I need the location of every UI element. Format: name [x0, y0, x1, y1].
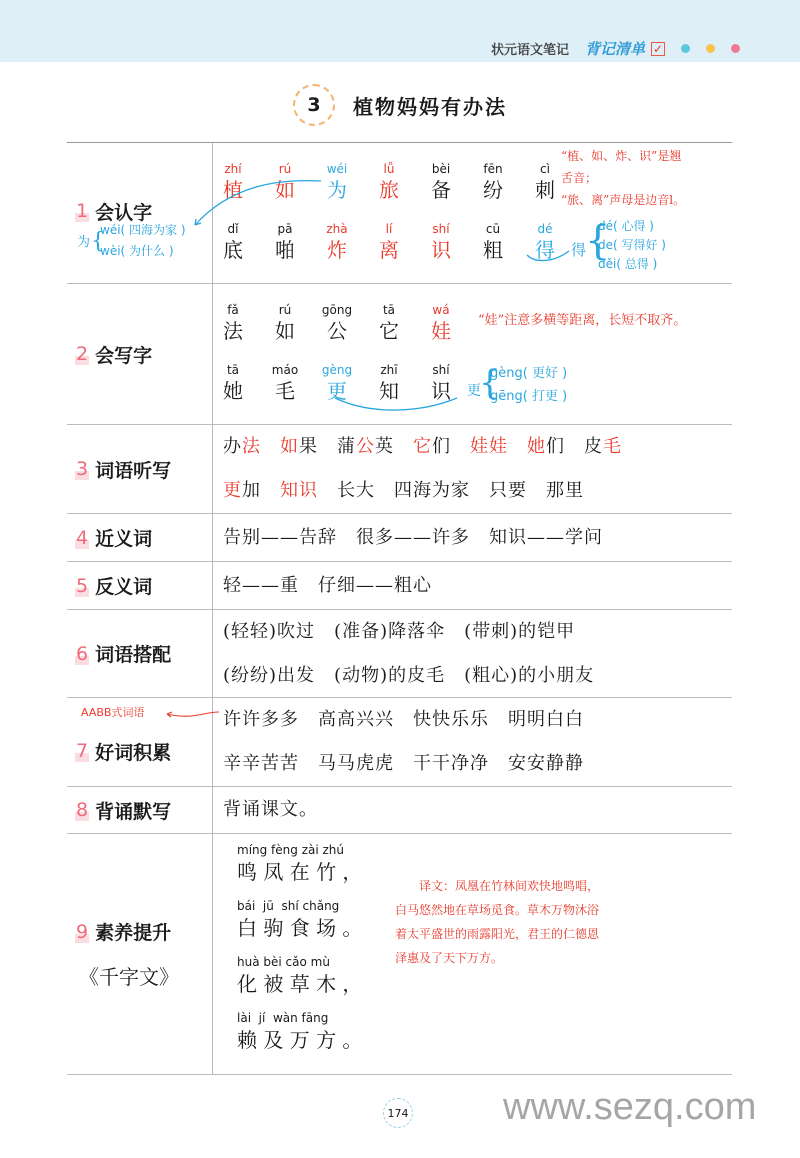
aabb-note: AABB式词语 [81, 706, 145, 719]
geng-option-2: gēng( 打更 ) [490, 389, 568, 404]
antonym-line: 轻——重 仔细——粗心 [223, 575, 432, 596]
section-recite [67, 787, 732, 834]
checkbox-icon: ✓ [652, 41, 664, 56]
hanzi: 法 [223, 319, 243, 343]
section-good-words [67, 698, 732, 787]
char-cell [415, 221, 467, 263]
de-option-1: dé( 心得 ) [598, 219, 654, 233]
poem-hanzi: 化 被 草 木 ， [237, 972, 363, 996]
pinyin: cì [540, 162, 550, 176]
poem-source: 《千字文》 [79, 965, 179, 989]
pinyin: cū [485, 222, 501, 236]
poem [237, 842, 362, 1066]
geng-char: 更 [467, 383, 481, 399]
translation-line: 白马悠然地在草场觅食。草木万物沐浴 [395, 903, 600, 917]
hanzi: 粗 [483, 238, 503, 262]
section-label-cell [67, 284, 213, 424]
wei-char: 为 [77, 235, 91, 250]
section-literacy [67, 834, 732, 1075]
word-line-1 [223, 425, 732, 469]
brace-icon: { [91, 229, 105, 254]
hanzi: 备 [431, 178, 451, 202]
wa-note: “娃”注意多横等距离，长短不取齐。 [478, 313, 687, 328]
hanzi: 离 [379, 238, 399, 262]
section-number: 6 [76, 642, 89, 665]
char-cell [363, 302, 415, 344]
section-recognize-chars [67, 143, 732, 284]
poem-line [237, 1010, 362, 1054]
dot-icon-pink [731, 44, 740, 53]
geng-option-1: gèng( 更好 ) [490, 366, 568, 381]
pinyin: bèi [431, 162, 451, 176]
word-line-1: 许许多多 高高兴兴 快快乐乐 明明白白 [223, 709, 584, 730]
wei-option-1: wéi( 四海为家 ) [100, 223, 186, 237]
char-cell [207, 362, 259, 404]
word-segment: 长大 四海为家 只要 那里 [318, 480, 584, 501]
de-char: 得 [571, 241, 587, 259]
de-option-3: děi( 总得 ) [598, 257, 658, 271]
wei-link-arrow-icon [193, 179, 333, 229]
pinyin: rú [278, 303, 292, 317]
translation-line: 译文：凤凰在竹林间欢快地鸣唱， [395, 879, 600, 893]
section-number: 7 [76, 740, 89, 762]
header-brand [491, 38, 740, 59]
section-write-chars [67, 284, 732, 425]
char-cell [363, 161, 415, 203]
word-segment [451, 436, 470, 457]
word-segment: 蒲 [337, 436, 356, 457]
section-heading [75, 797, 212, 824]
section-synonyms [67, 514, 732, 562]
section-label-cell [67, 562, 213, 609]
hanzi: 底 [223, 238, 243, 262]
section-number: 1 [76, 200, 89, 222]
section-number: 9 [76, 920, 89, 943]
translation-line: 着太平盛世的雨露阳光，君王的仁德恩 [395, 927, 600, 941]
lesson-heading [0, 84, 800, 126]
pinyin: zhí [224, 162, 242, 176]
section-label-cell [67, 143, 213, 283]
hanzi: 旅 [379, 178, 399, 202]
section-label-cell [67, 787, 213, 833]
section-label: 素养提升 [95, 922, 172, 944]
section-content [213, 284, 732, 424]
geng-link-arrow-icon [333, 394, 463, 416]
section-dictation [67, 425, 732, 514]
recite-text: 背诵课文。 [223, 799, 318, 820]
pinyin: zhī [380, 363, 398, 377]
pinyin: rú [278, 162, 292, 176]
word-segment: 更 [223, 480, 242, 501]
note-line: “旅、离”声母是边音l。 [561, 193, 686, 207]
poem-line [237, 842, 362, 886]
pinyin: shí [432, 222, 450, 236]
section-heading [75, 640, 212, 667]
page-number: 174 [383, 1098, 413, 1128]
hanzi: 公 [327, 319, 347, 343]
pinyin: máo [271, 363, 299, 377]
pinyin: pā [277, 222, 293, 236]
collocation-line-1: (轻轻)吹过 (准备)降落伞 (带刺)的铠甲 [223, 621, 576, 642]
section-content [213, 698, 732, 786]
char-cell [259, 302, 311, 344]
char-cell [311, 302, 363, 344]
word-segment: 如 [280, 436, 299, 457]
section-heading [75, 918, 171, 945]
poem-hanzi: 鸣 凤 在 竹 ， [237, 860, 363, 884]
section-number: 8 [76, 799, 89, 821]
word-segment: 法 [242, 436, 261, 457]
char-cell [415, 161, 467, 203]
section-label: 背诵默写 [95, 800, 172, 823]
word-segment: 办 [223, 436, 242, 457]
word-segment [261, 436, 280, 457]
char-row-1 [207, 302, 467, 344]
note-line: “植、如、炸、识”是翘 [561, 149, 682, 163]
hanzi: 植 [223, 178, 243, 202]
hanzi: 炸 [327, 238, 347, 262]
de-link-arrow-icon [525, 249, 575, 269]
hanzi: 如 [275, 319, 295, 343]
hanzi: 得 [535, 238, 555, 262]
section-number: 5 [76, 574, 89, 597]
char-cell [415, 302, 467, 344]
translation-note [395, 874, 725, 970]
synonym-line: 告别——告辞 很多——许多 知识——学问 [223, 527, 603, 548]
hanzi: 知 [379, 379, 399, 403]
section-antonyms [67, 562, 732, 610]
section-label: 反义词 [95, 576, 153, 598]
pinyin: gèng [321, 363, 353, 377]
word-segment: 皮 [584, 436, 603, 457]
poem-pinyin: míng fèng zài zhú [237, 843, 345, 857]
section-content [213, 562, 732, 609]
hanzi: 刺 [535, 178, 555, 202]
section-heading [75, 341, 212, 368]
poem-hanzi: 赖 及 万 方 。 [237, 1028, 363, 1052]
section-heading [75, 572, 212, 599]
dot-icon-cyan [681, 44, 690, 53]
pinyin: lǚ [383, 162, 395, 176]
pinyin: fǎ [227, 303, 239, 317]
section-content [213, 514, 732, 561]
collocation-line-2: (纷纷)出发 (动物)的皮毛 (粗心)的小朋友 [223, 665, 595, 686]
hanzi: 为 [327, 178, 347, 202]
word-segment: 娃娃 [470, 436, 508, 457]
pinyin: gōng [321, 303, 353, 317]
section-content [213, 610, 732, 697]
word-segment: 英 [375, 436, 394, 457]
pinyin: shí [432, 363, 450, 377]
pinyin: fēn [483, 162, 503, 176]
word-segment [318, 436, 337, 457]
word-segment [565, 436, 584, 457]
poem-pinyin: bái jū shí chǎng [237, 899, 340, 913]
hanzi: 她 [223, 379, 243, 403]
hanzi: 识 [431, 238, 451, 262]
word-segment: 果 [299, 436, 318, 457]
section-label: 近义词 [95, 528, 153, 550]
section-number: 2 [76, 343, 89, 365]
pinyin: dé [537, 222, 553, 236]
section-label-cell [67, 514, 213, 561]
section-heading [75, 456, 212, 483]
hanzi: 它 [379, 319, 399, 343]
hanzi: 纷 [483, 178, 503, 202]
word-segment: 们 [546, 436, 565, 457]
section-heading [75, 524, 212, 551]
word-segment: 公 [356, 436, 375, 457]
section-content [213, 834, 732, 1074]
list-label: 背记清单 [584, 40, 645, 58]
section-label: 好词积累 [95, 741, 172, 764]
poem-line [237, 898, 362, 942]
word-segment: 知识 [280, 480, 318, 501]
notes-table [67, 142, 732, 1075]
pinyin: tā [382, 303, 396, 317]
hanzi: 娃 [431, 319, 451, 343]
section-label-cell [67, 834, 213, 1074]
hanzi: 毛 [275, 379, 295, 403]
section-content [213, 143, 732, 283]
section-content [213, 787, 732, 833]
watermark: www.sezq.com [503, 1086, 757, 1128]
word-segment: 加 [242, 480, 261, 501]
word-segment [261, 480, 280, 501]
retroflex-note [561, 145, 731, 211]
brace-icon: { [585, 218, 611, 264]
char-cell [207, 302, 259, 344]
poem-hanzi: 白 驹 食 场 。 [237, 916, 363, 940]
wei-option-2: wèi( 为什么 ) [100, 244, 174, 258]
section-label: 会认字 [95, 201, 153, 224]
pinyin: lí [385, 222, 393, 236]
note-line: 舌音； [561, 171, 598, 185]
poem-line [237, 954, 362, 998]
char-cell [259, 362, 311, 404]
word-segment: 她 [527, 436, 546, 457]
char-cell [363, 221, 415, 263]
hanzi: 识 [431, 379, 451, 403]
pinyin: tā [226, 363, 240, 377]
section-label-cell [67, 425, 213, 513]
word-segment: 它 [413, 436, 432, 457]
word-segment [508, 436, 527, 457]
pinyin: dǐ [227, 222, 239, 236]
char-cell [467, 161, 519, 203]
section-content [213, 425, 732, 513]
pinyin: zhà [326, 222, 348, 236]
section-label: 词语听写 [95, 459, 172, 482]
translation-line: 泽惠及了天下万方。 [395, 951, 504, 965]
word-line-2: 辛辛苦苦 马马虎虎 干干净净 安安静静 [223, 753, 584, 774]
word-segment [394, 436, 413, 457]
poem-pinyin: huà bèi cǎo mù [237, 955, 330, 969]
section-number: 4 [76, 526, 89, 549]
poem-pinyin: lài jí wàn fāng [237, 1011, 329, 1025]
hanzi: 如 [275, 178, 295, 202]
hanzi: 啪 [275, 238, 295, 262]
section-heading [75, 738, 212, 765]
pinyin: wá [432, 303, 450, 317]
section-collocations [67, 610, 732, 698]
de-option-2: de( 写得好 ) [598, 238, 666, 252]
section-number: 3 [76, 458, 89, 480]
book-name: 状元语文笔记 [490, 43, 569, 58]
section-label: 会写字 [95, 344, 153, 367]
dot-icon-yellow [706, 44, 715, 53]
word-line-2 [223, 469, 732, 513]
word-segment: 们 [432, 436, 451, 457]
section-label: 词语搭配 [95, 644, 172, 666]
section-label-cell [67, 610, 213, 697]
brace-icon: { [479, 363, 501, 403]
word-segment: 毛 [603, 436, 622, 457]
lesson-number: 3 [293, 84, 335, 126]
hanzi: 更 [327, 379, 347, 403]
lesson-title: 植物妈妈有办法 [353, 94, 507, 119]
pinyin: wéi [326, 162, 348, 176]
char-cell [467, 221, 519, 263]
section-label-cell [67, 698, 213, 786]
